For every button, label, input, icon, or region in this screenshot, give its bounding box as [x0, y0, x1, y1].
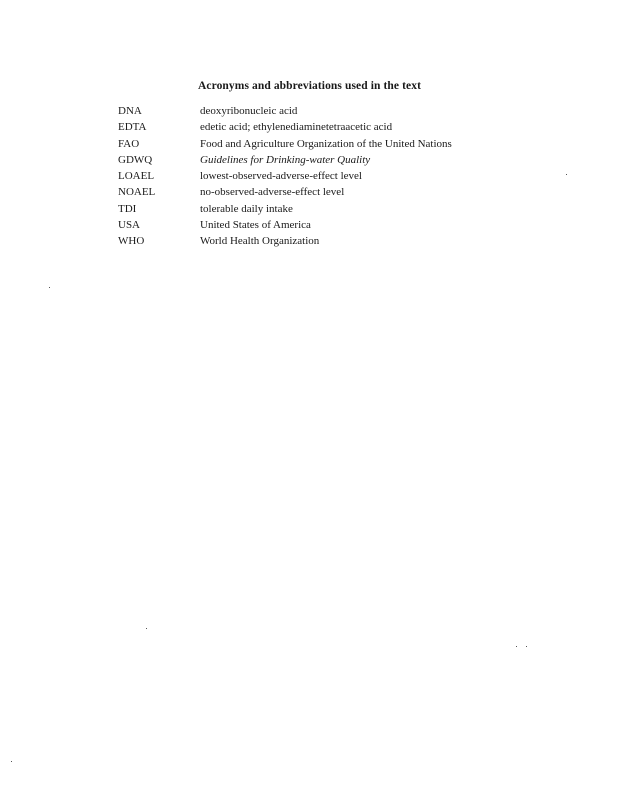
acronym-definition: Guidelines for Drinking-water Quality — [200, 153, 371, 166]
acronym-term: TDI — [118, 202, 137, 215]
acronym-term: USA — [118, 219, 141, 232]
list-item — [118, 201, 452, 217]
list-item — [118, 184, 452, 200]
acronym-definition: tolerable daily intake — [200, 202, 293, 215]
scan-speck — [11, 761, 12, 762]
acronym-definition: deoxyribonucleic acid — [200, 105, 298, 117]
scan-speck — [526, 646, 527, 647]
acronym-definition: no-observed-adverse-effect level — [200, 186, 345, 199]
list-item — [118, 168, 452, 184]
scan-speck — [146, 628, 147, 629]
acronym-term: WHO — [118, 235, 145, 248]
scan-speck — [516, 646, 517, 647]
list-item — [118, 217, 452, 233]
list-item — [118, 233, 452, 249]
scan-speck — [566, 174, 567, 175]
list-item — [118, 103, 452, 119]
list-item — [118, 152, 452, 168]
list-item — [118, 136, 452, 152]
page-title: Acronyms and abbreviations used in the text — [197, 80, 422, 92]
acronym-term: LOAEL — [118, 170, 155, 183]
acronym-definition: edetic acid; ethylenediaminetetraacetic acid — [200, 121, 393, 134]
acronym-definition: Food and Agriculture Organization of the United Nations — [200, 137, 452, 150]
acronym-term: NOAEL — [118, 186, 156, 199]
acronym-term: FAO — [118, 137, 140, 150]
acronym-definition: lowest-observed-adverse-effect level — [200, 170, 362, 183]
abbreviation-list — [118, 103, 452, 250]
acronym-definition: World Health Organization — [200, 235, 320, 248]
acronym-term: DNA — [118, 105, 142, 117]
list-item — [118, 119, 452, 135]
scan-speck — [49, 287, 50, 288]
acronym-definition: United States of America — [200, 219, 311, 232]
acronym-term: EDTA — [118, 121, 147, 134]
acronym-term: GDWQ — [118, 153, 153, 166]
